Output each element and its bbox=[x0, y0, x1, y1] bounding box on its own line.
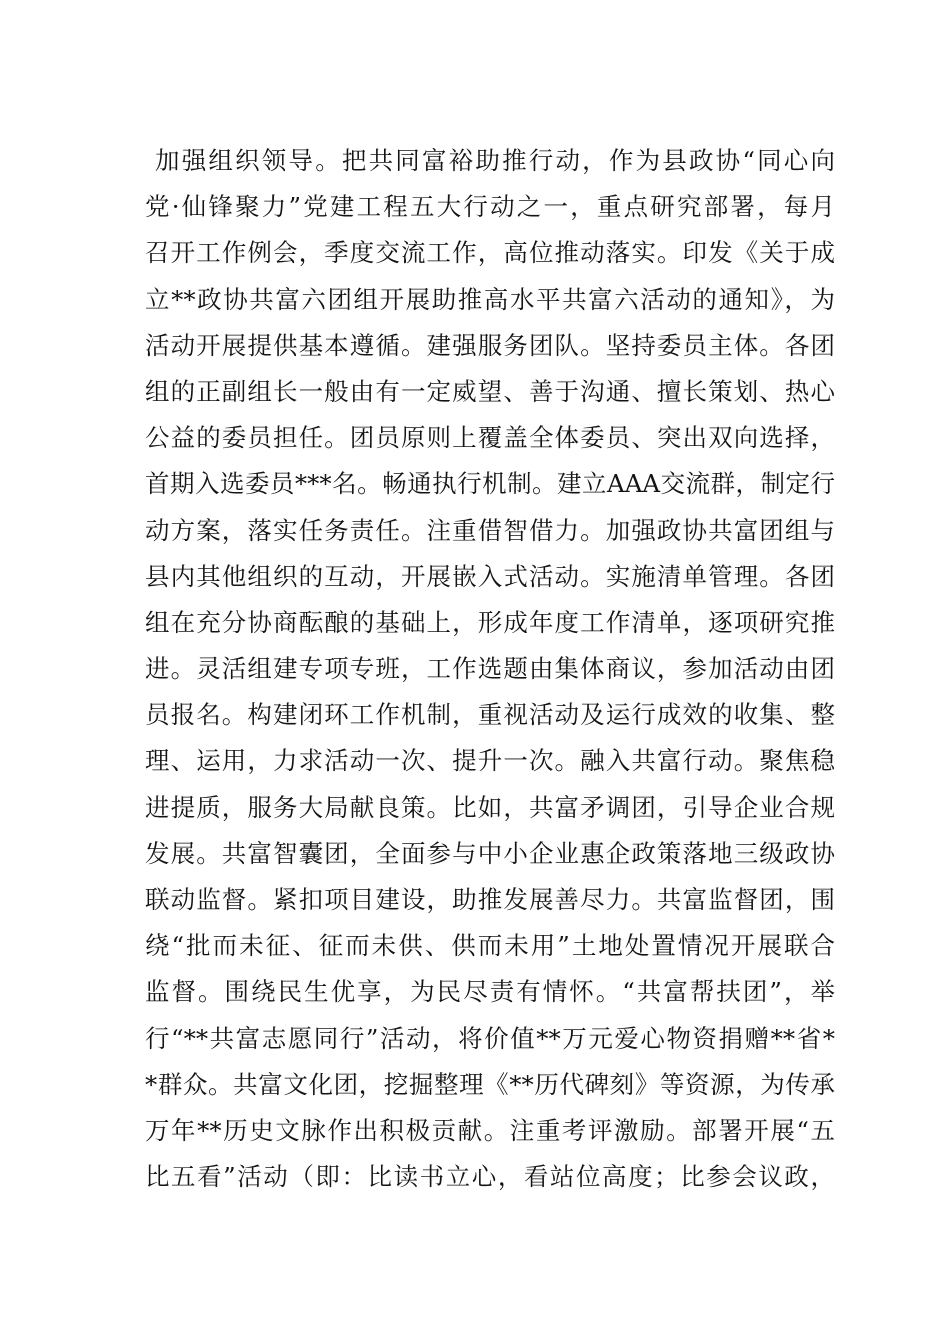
text-line: 进。灵活组建专项专班，工作选题由集体商议，参加活动由团 bbox=[145, 654, 835, 684]
text-line: 活动开展提供基本遵循。建强服务团队。坚持委员主体。各团 bbox=[145, 330, 835, 360]
text-line: 公益的委员担任。团员原则上覆盖全体委员、突出双向选择， bbox=[145, 423, 835, 453]
text-line: 县内其他组织的互动，开展嵌入式活动。实施清单管理。各团 bbox=[145, 561, 835, 591]
text-line: 动方案，落实任务责任。注重借智借力。加强政协共富团组与 bbox=[145, 515, 835, 545]
text-line: 党·仙锋聚力”党建工程五大行动之一，重点研究部署，每月 bbox=[145, 192, 835, 222]
body-paragraph bbox=[145, 138, 835, 1200]
text-line: 联动监督。紧扣项目建设，助推发展善尽力。共富监督团，围 bbox=[145, 885, 835, 914]
text-line: 理、运用，力求活动一次、提升一次。融入共富行动。聚焦稳 bbox=[145, 746, 835, 776]
text-line: *群众。共富文化团，挖掘整理《**历代碑刻》等资源，为传承 bbox=[145, 1069, 835, 1099]
text-line: 召开工作例会，季度交流工作，高位推动落实。印发《关于成 bbox=[145, 238, 835, 268]
text-line: 首期入选委员***名。畅通执行机制。建立AAA交流群，制定行 bbox=[145, 469, 835, 499]
text-line: 绕“批而未征、征而未供、供而未用”土地处置情况开展联合 bbox=[145, 931, 835, 961]
text-line: 行“**共富志愿同行”活动，将价值**万元爱心物资捐赠**省* bbox=[145, 1023, 835, 1053]
text-line: 监督。围绕民生优享，为民尽责有情怀。“共富帮扶团”，举 bbox=[145, 977, 835, 1007]
text-line: 立**政协共富六团组开展助推高水平共富六活动的通知》，为 bbox=[145, 284, 835, 314]
text-line: 万年**历史文脉作出积极贡献。注重考评激励。部署开展“五 bbox=[145, 1115, 835, 1145]
text-line: 组的正副组长一般由有一定威望、善于沟通、擅长策划、热心 bbox=[145, 376, 835, 406]
text-line: 加强组织领导。把共同富裕助推行动，作为县政协“同心向 bbox=[155, 146, 835, 175]
text-line: 进提质，服务大局献良策。比如，共富矛调团，引导企业合规 bbox=[145, 792, 835, 822]
text-line: 员报名。构建闭环工作机制，重视活动及运行成效的收集、整 bbox=[145, 700, 835, 730]
text-line: 组在充分协商酝酿的基础上，形成年度工作清单，逐项研究推 bbox=[145, 607, 835, 637]
text-line: 发展。共富智囊团，全面参与中小企业惠企政策落地三级政协 bbox=[145, 838, 835, 868]
text-line: 比五看”活动（即：比读书立心，看站位高度；比参会议政， bbox=[145, 1162, 835, 1192]
